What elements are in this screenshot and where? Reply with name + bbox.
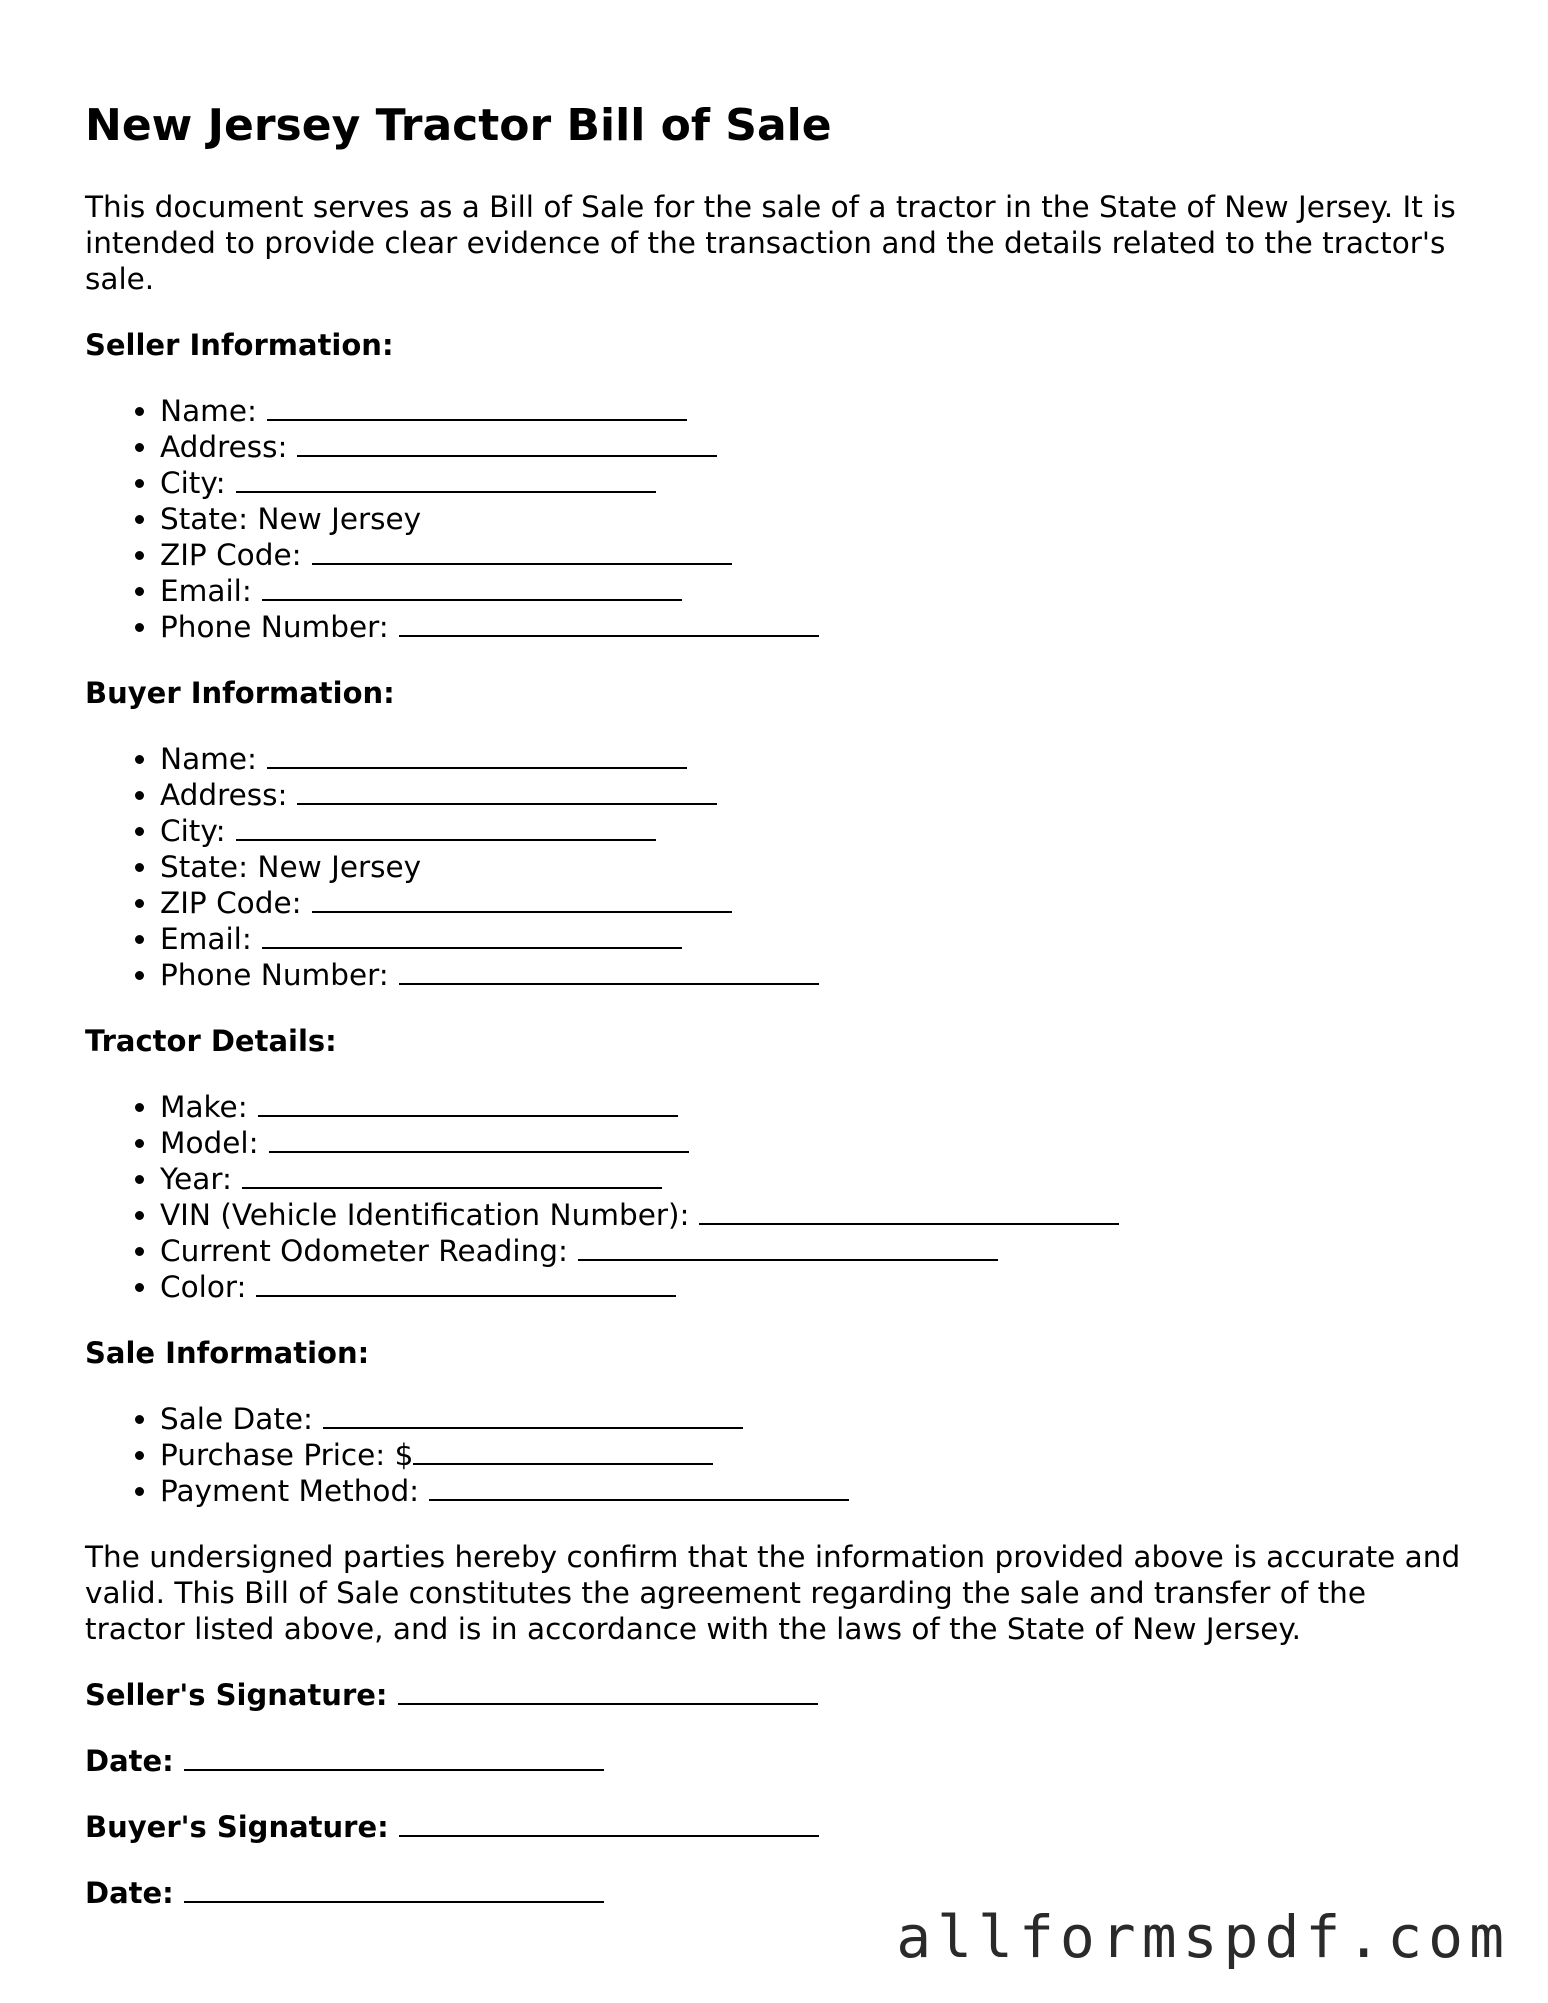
buyer-name-item [160,741,1465,777]
watermark: allformspdf.com [896,1903,1510,1971]
buyer-state-label: State: New Jersey [160,849,422,884]
buyer-name-label: Name: [160,741,257,776]
seller-address-field[interactable] [297,429,717,457]
seller-city-item [160,465,1465,501]
buyer-address-item [160,777,1465,813]
buyer-phone-label: Phone Number: [160,957,389,992]
seller-name-item [160,393,1465,429]
sale-heading: Sale Information: [85,1335,370,1370]
tractor-make-field[interactable] [258,1089,678,1117]
buyer-signature-row [85,1809,1465,1845]
sale-payment-label: Payment Method: [160,1473,420,1508]
seller-date-label: Date: [85,1743,174,1778]
seller-address-label: Address: [160,429,288,464]
buyer-city-item [160,813,1465,849]
buyer-email-label: Email: [160,921,252,956]
seller-address-item [160,429,1465,465]
buyer-zip-item [160,885,1465,921]
seller-signature-label: Seller's Signature: [85,1677,388,1712]
seller-zip-field[interactable] [312,537,732,565]
tractor-make-item [160,1089,1465,1125]
buyer-date-label: Date: [85,1875,174,1910]
seller-phone-label: Phone Number: [160,609,389,644]
tractor-year-label: Year: [160,1161,232,1196]
tractor-year-item [160,1161,1465,1197]
buyer-signature-label: Buyer's Signature: [85,1809,389,1844]
tractor-model-field[interactable] [269,1125,689,1153]
seller-zip-label: ZIP Code: [160,537,302,572]
buyer-state-item [160,849,1465,885]
tractor-color-label: Color: [160,1269,247,1304]
tractor-make-label: Make: [160,1089,248,1124]
buyer-city-label: City: [160,813,226,848]
tractor-odometer-field[interactable] [578,1233,998,1261]
buyer-phone-field[interactable] [399,957,819,985]
buyer-address-field[interactable] [297,777,717,805]
tractor-color-field[interactable] [256,1269,676,1297]
seller-email-label: Email: [160,573,252,608]
seller-name-label: Name: [160,393,257,428]
buyer-city-field[interactable] [236,813,656,841]
tractor-fields [85,1089,1465,1305]
tractor-odometer-label: Current Odometer Reading: [160,1233,568,1268]
seller-zip-item [160,537,1465,573]
seller-date-field[interactable] [184,1743,604,1771]
sale-price-field[interactable] [413,1437,713,1465]
document-title: New Jersey Tractor Bill of Sale [85,100,832,151]
sale-payment-field[interactable] [429,1473,849,1501]
confirmation-paragraph: The undersigned parties hereby confirm that the information provided above is accurate and valid. This Bill of Sale constitutes the agreement regarding the sale and transfer of the tractor listed above, and is in accordance with the laws of the State of New Jersey. [85,1539,1461,1646]
buyer-heading: Buyer Information: [85,675,395,710]
sale-fields [85,1401,1465,1509]
buyer-name-field[interactable] [267,741,687,769]
tractor-model-label: Model: [160,1125,259,1160]
seller-state-item [160,501,1465,537]
sale-date-label: Sale Date: [160,1401,313,1436]
buyer-phone-item [160,957,1465,993]
tractor-vin-label: VIN (Vehicle Identification Number): [160,1197,690,1232]
seller-signature-row [85,1677,1465,1713]
buyer-zip-label: ZIP Code: [160,885,302,920]
sale-date-field[interactable] [323,1401,743,1429]
tractor-vin-item [160,1197,1465,1233]
seller-state-label: State: New Jersey [160,501,422,536]
seller-date-row [85,1743,1465,1779]
buyer-email-field[interactable] [262,921,682,949]
seller-phone-field[interactable] [399,609,819,637]
document-page [85,100,1465,1941]
buyer-address-label: Address: [160,777,288,812]
tractor-odometer-item [160,1233,1465,1269]
seller-city-field[interactable] [236,465,656,493]
seller-name-field[interactable] [267,393,687,421]
sale-price-item [160,1437,1465,1473]
tractor-vin-field[interactable] [699,1197,1119,1225]
sale-price-label: Purchase Price: $ [160,1437,414,1472]
tractor-year-field[interactable] [242,1161,662,1189]
seller-email-item [160,573,1465,609]
buyer-date-field[interactable] [184,1875,604,1903]
seller-phone-item [160,609,1465,645]
seller-email-field[interactable] [262,573,682,601]
seller-heading: Seller Information: [85,327,394,362]
intro-paragraph: This document serves as a Bill of Sale for the sale of a tractor in the State of New Jersey. It is intended to provide clear evidence of the transaction and the details related to the tractor's sale. [85,189,1456,296]
tractor-heading: Tractor Details: [85,1023,337,1058]
seller-signature-field[interactable] [398,1677,818,1705]
buyer-signature-field[interactable] [399,1809,819,1837]
buyer-fields [85,741,1465,993]
tractor-color-item [160,1269,1465,1305]
sale-date-item [160,1401,1465,1437]
seller-fields [85,393,1465,645]
buyer-zip-field[interactable] [312,885,732,913]
buyer-email-item [160,921,1465,957]
tractor-model-item [160,1125,1465,1161]
sale-payment-item [160,1473,1465,1509]
seller-city-label: City: [160,465,226,500]
